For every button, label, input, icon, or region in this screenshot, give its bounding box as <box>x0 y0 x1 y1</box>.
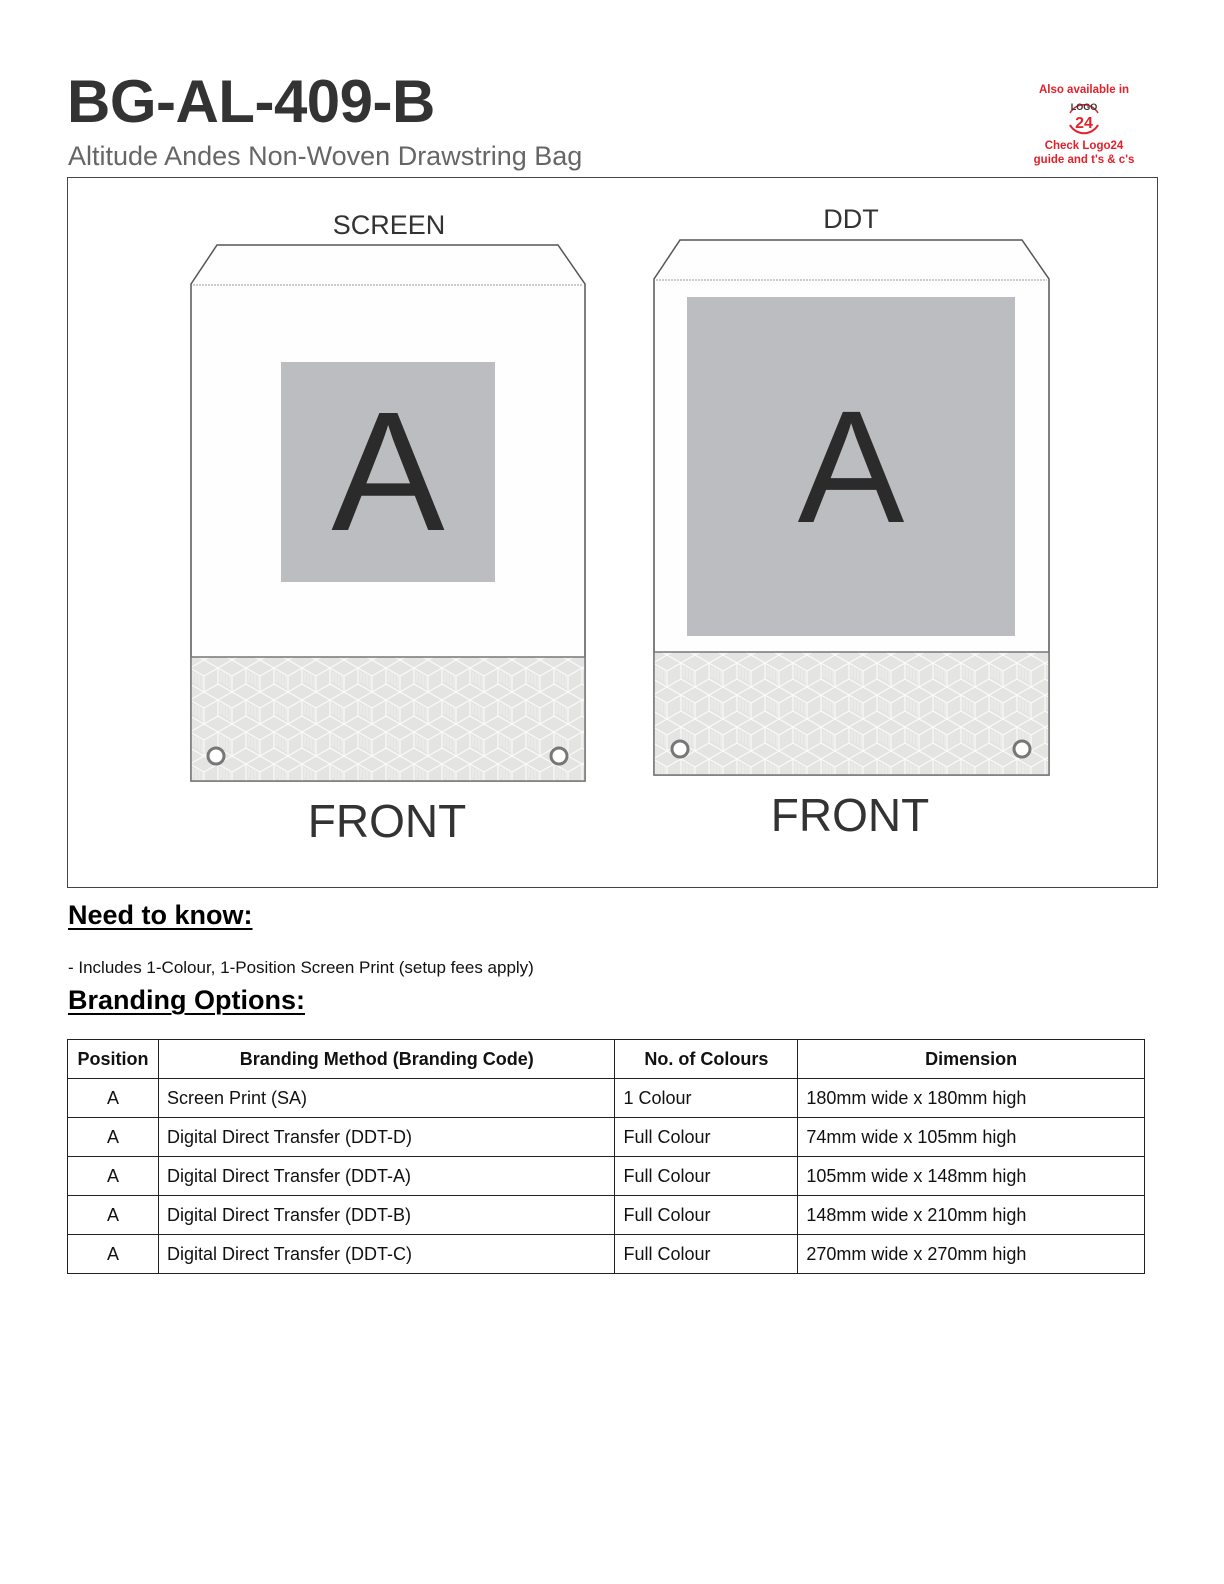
need-to-know-heading: Need to know: <box>68 900 253 930</box>
cell-dimension: 105mm wide x 148mm high <box>798 1157 1145 1196</box>
cell-colours: Full Colour <box>615 1157 798 1196</box>
print-area-a-screen: A <box>281 362 495 582</box>
product-name: Altitude Andes Non-Woven Drawstring Bag <box>68 141 583 171</box>
table-row <box>68 1118 1145 1157</box>
table-header-row <box>68 1040 1145 1079</box>
print-area-a-ddt: A <box>687 297 1015 636</box>
eyelet-icon <box>551 748 567 764</box>
logo24-line-terms: guide and t's & c's <box>1033 153 1135 166</box>
column-header-method: Branding Method (Branding Code) <box>158 1040 614 1079</box>
logo24-line-check: Check Logo24 <box>1044 139 1124 152</box>
eyelet-icon <box>208 748 224 764</box>
cell-method: Digital Direct Transfer (DDT-A) <box>158 1157 614 1196</box>
cell-dimension: 74mm wide x 105mm high <box>798 1118 1145 1157</box>
side-label-screen: FRONT <box>307 795 467 847</box>
branding-options-table <box>67 1039 1145 1274</box>
branding-options-heading: Branding Options: <box>68 985 305 1015</box>
cell-position: A <box>68 1157 159 1196</box>
cell-dimension: 180mm wide x 180mm high <box>798 1079 1145 1118</box>
cell-dimension: 270mm wide x 270mm high <box>798 1235 1145 1274</box>
cell-colours: Full Colour <box>615 1235 798 1274</box>
cell-position: A <box>68 1118 159 1157</box>
logo24-number: 24 <box>1075 114 1093 132</box>
logo24-notice <box>1020 84 1148 167</box>
eyelet-icon <box>672 741 688 757</box>
cell-colours: 1 Colour <box>615 1079 798 1118</box>
cell-method: Digital Direct Transfer (DDT-B) <box>158 1196 614 1235</box>
cell-position: A <box>68 1196 159 1235</box>
cell-colours: Full Colour <box>615 1196 798 1235</box>
logo24-icon <box>1064 99 1104 139</box>
cell-method: Digital Direct Transfer (DDT-D) <box>158 1118 614 1157</box>
logo24-line-available: Also available in <box>1038 84 1130 96</box>
view-label-screen: SCREEN <box>332 210 446 240</box>
side-label-ddt: FRONT <box>770 789 930 841</box>
cell-method: Screen Print (SA) <box>158 1079 614 1118</box>
cell-colours: Full Colour <box>615 1118 798 1157</box>
product-code: BG-AL-409-B <box>67 68 435 135</box>
column-header-position: Position <box>68 1040 159 1079</box>
need-to-know-item: - Includes 1-Colour, 1-Position Screen Print (setup fees apply) <box>68 958 534 977</box>
eyelet-icon <box>1014 741 1030 757</box>
logo24-logo-text: LOGO <box>1070 101 1098 112</box>
column-header-dimension: Dimension <box>798 1040 1145 1079</box>
view-label-ddt: DDT <box>823 204 879 234</box>
table-row <box>68 1235 1145 1274</box>
table-row <box>68 1196 1145 1235</box>
cell-position: A <box>68 1235 159 1274</box>
cell-dimension: 148mm wide x 210mm high <box>798 1196 1145 1235</box>
cell-position: A <box>68 1079 159 1118</box>
table-row <box>68 1079 1145 1118</box>
column-header-colours: No. of Colours <box>615 1040 798 1079</box>
table-row <box>68 1157 1145 1196</box>
cell-method: Digital Direct Transfer (DDT-C) <box>158 1235 614 1274</box>
